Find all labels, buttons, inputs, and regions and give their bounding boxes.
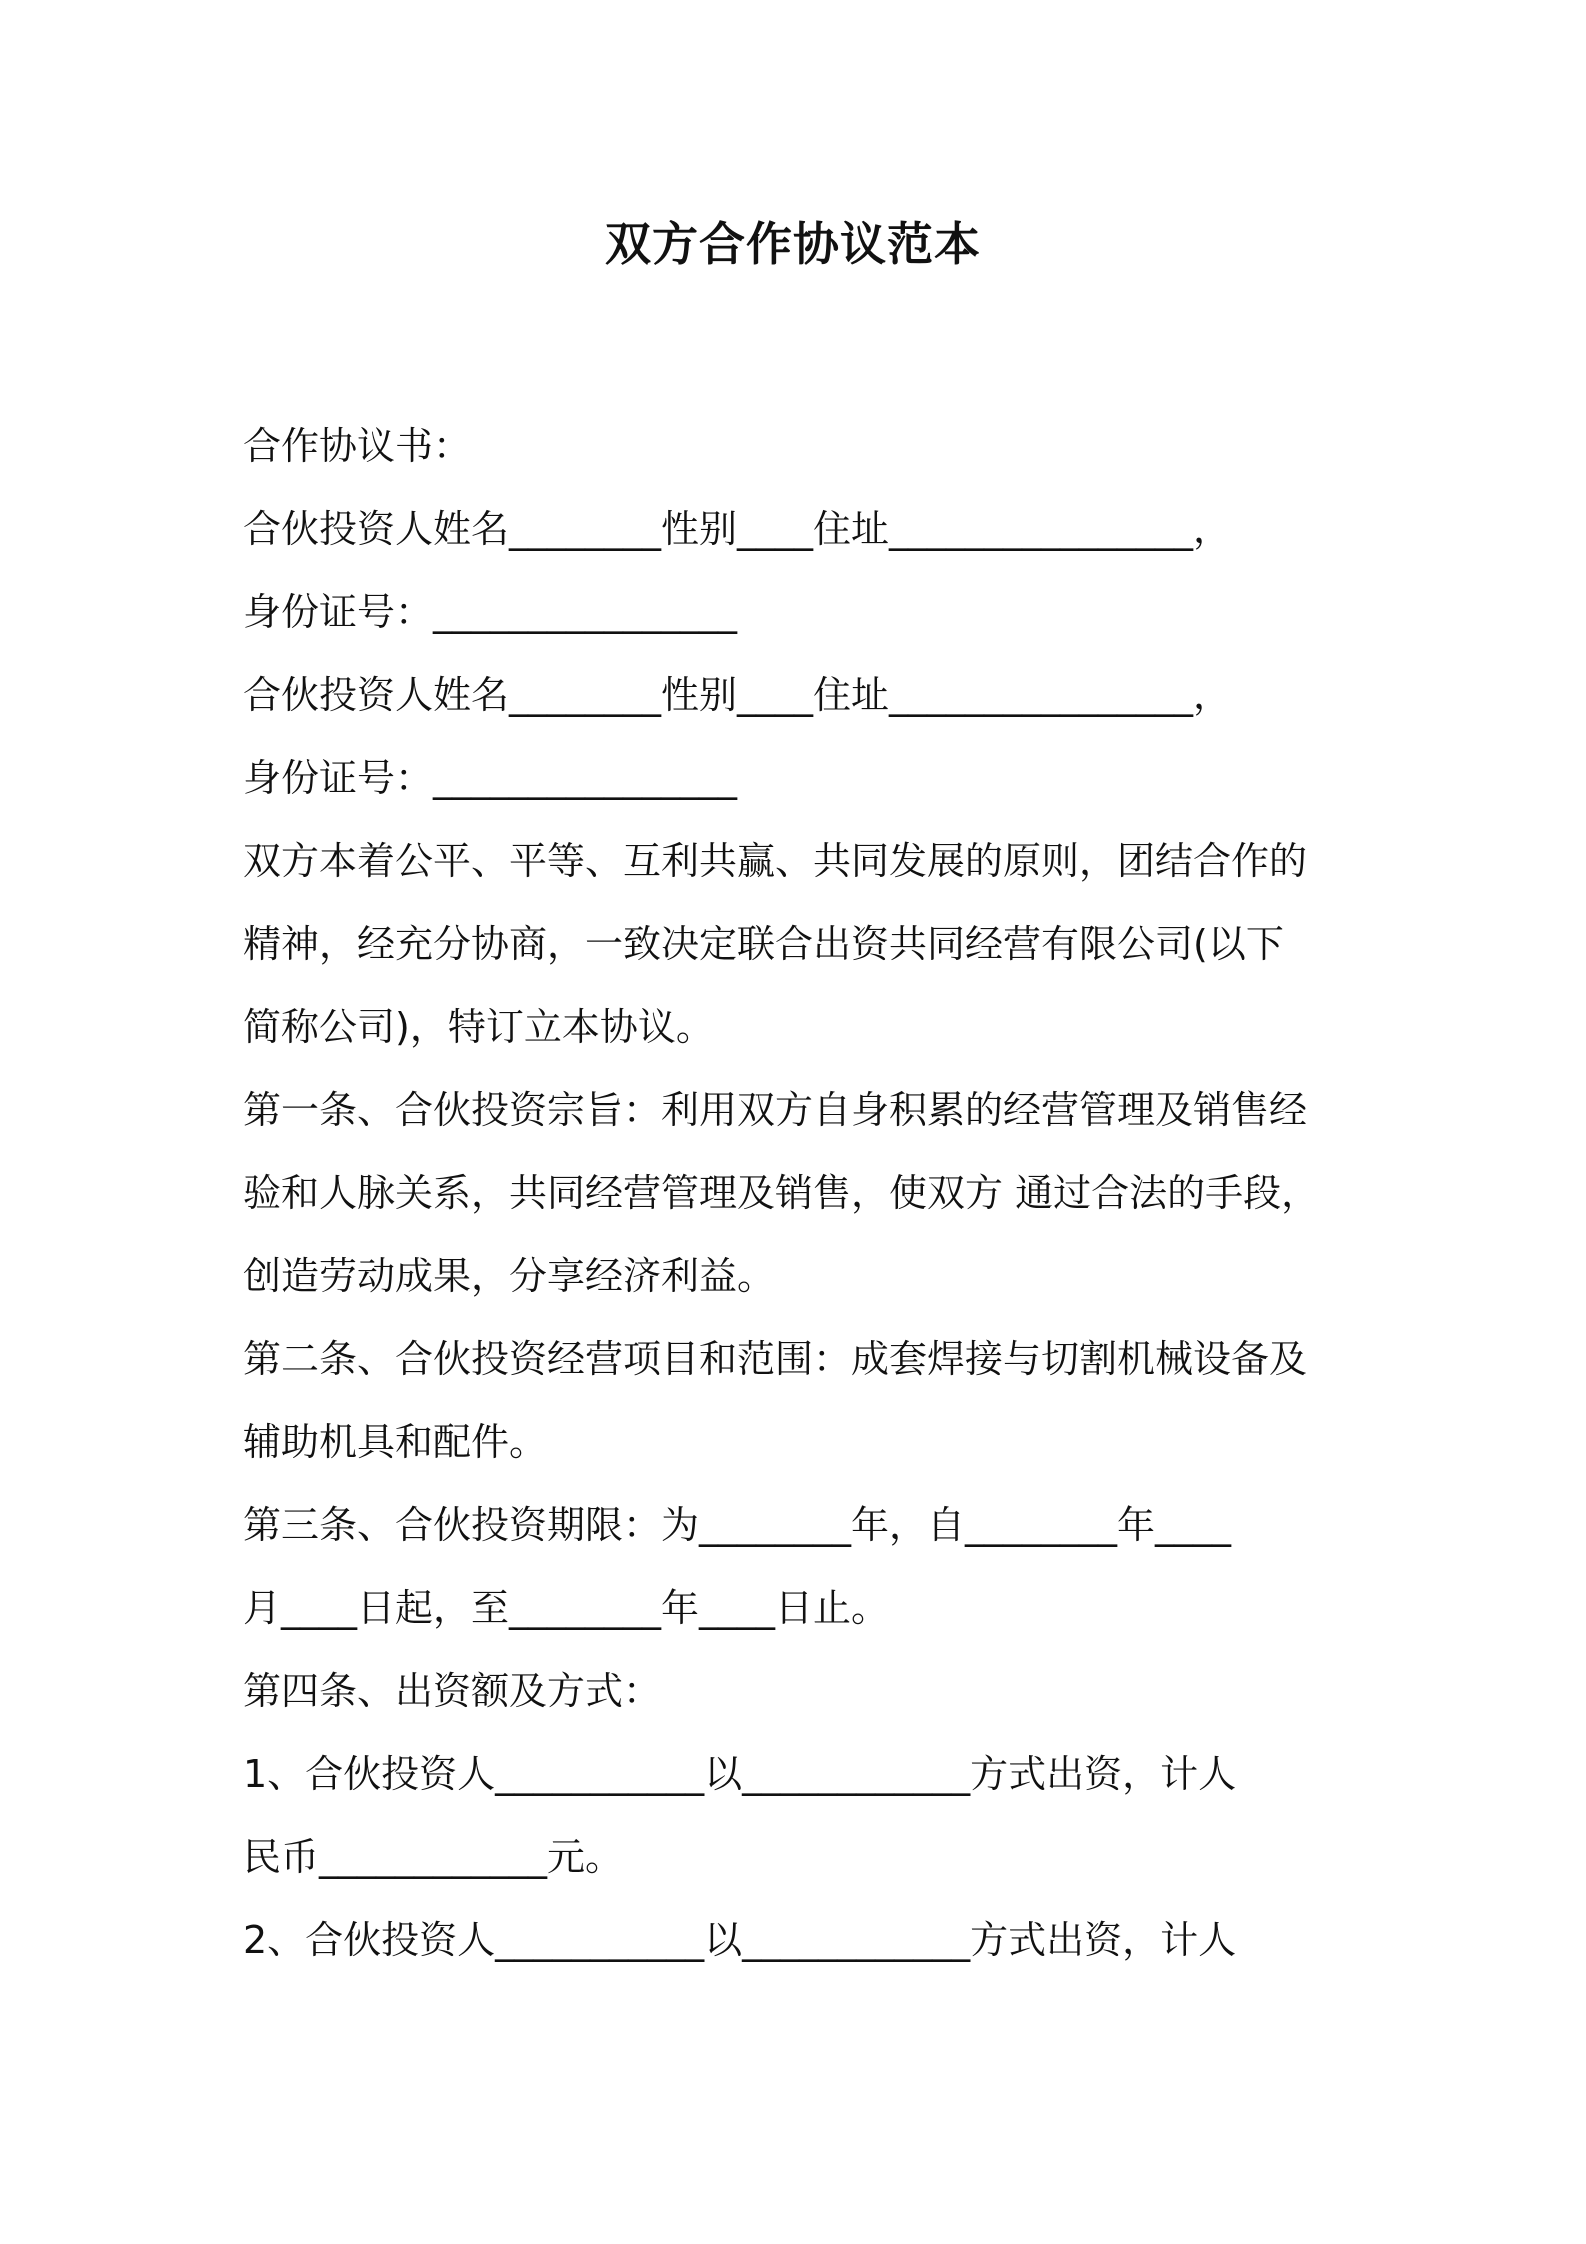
document-title: 双方合作协议范本 (605, 217, 981, 271)
text-line: 第二条、合伙投资经营项目和范围：成套焊接与切割机械设备及 (243, 1337, 1308, 1381)
text-line: 辅助机具和配件。 (243, 1420, 548, 1464)
document-body (243, 405, 1363, 1982)
text-line: 双方本着公平、平等、互利共赢、共同发展的原则，团结合作的 (243, 839, 1308, 883)
text-line: 验和人脉关系，共同经营管理及销售，使双方 通过合法的手段， (243, 1171, 1320, 1215)
text-line: 合伙投资人姓名________性别____住址________________， (243, 507, 1232, 551)
text-line: 第一条、合伙投资宗旨：利用双方自身积累的经营管理及销售经 (243, 1088, 1308, 1132)
text-line: 2、合伙投资人___________以____________方式出资，计人 (243, 1918, 1237, 1962)
text-line: 合作协议书： (243, 424, 472, 468)
text-line: 第三条、合伙投资期限：为________年，自________年____ (243, 1503, 1232, 1547)
text-line: 身份证号：________________ (243, 590, 738, 634)
text-line: 身份证号：________________ (243, 756, 738, 800)
text-line: 第四条、出资额及方式： (243, 1669, 662, 1713)
text-line: 创造劳动成果，分享经济利益。 (243, 1254, 776, 1298)
text-line: 民币____________元。 (243, 1835, 624, 1879)
text-line: 精神，经充分协商，一致决定联合出资共同经营有限公司(以下 (243, 922, 1284, 966)
text-line: 合伙投资人姓名________性别____住址________________， (243, 673, 1232, 717)
text-line: 1、合伙投资人___________以____________方式出资，计人 (243, 1752, 1237, 1796)
text-line: 月____日起，至________年____日止。 (243, 1586, 890, 1630)
text-line: 简称公司)，特订立本协议。 (243, 1005, 714, 1049)
